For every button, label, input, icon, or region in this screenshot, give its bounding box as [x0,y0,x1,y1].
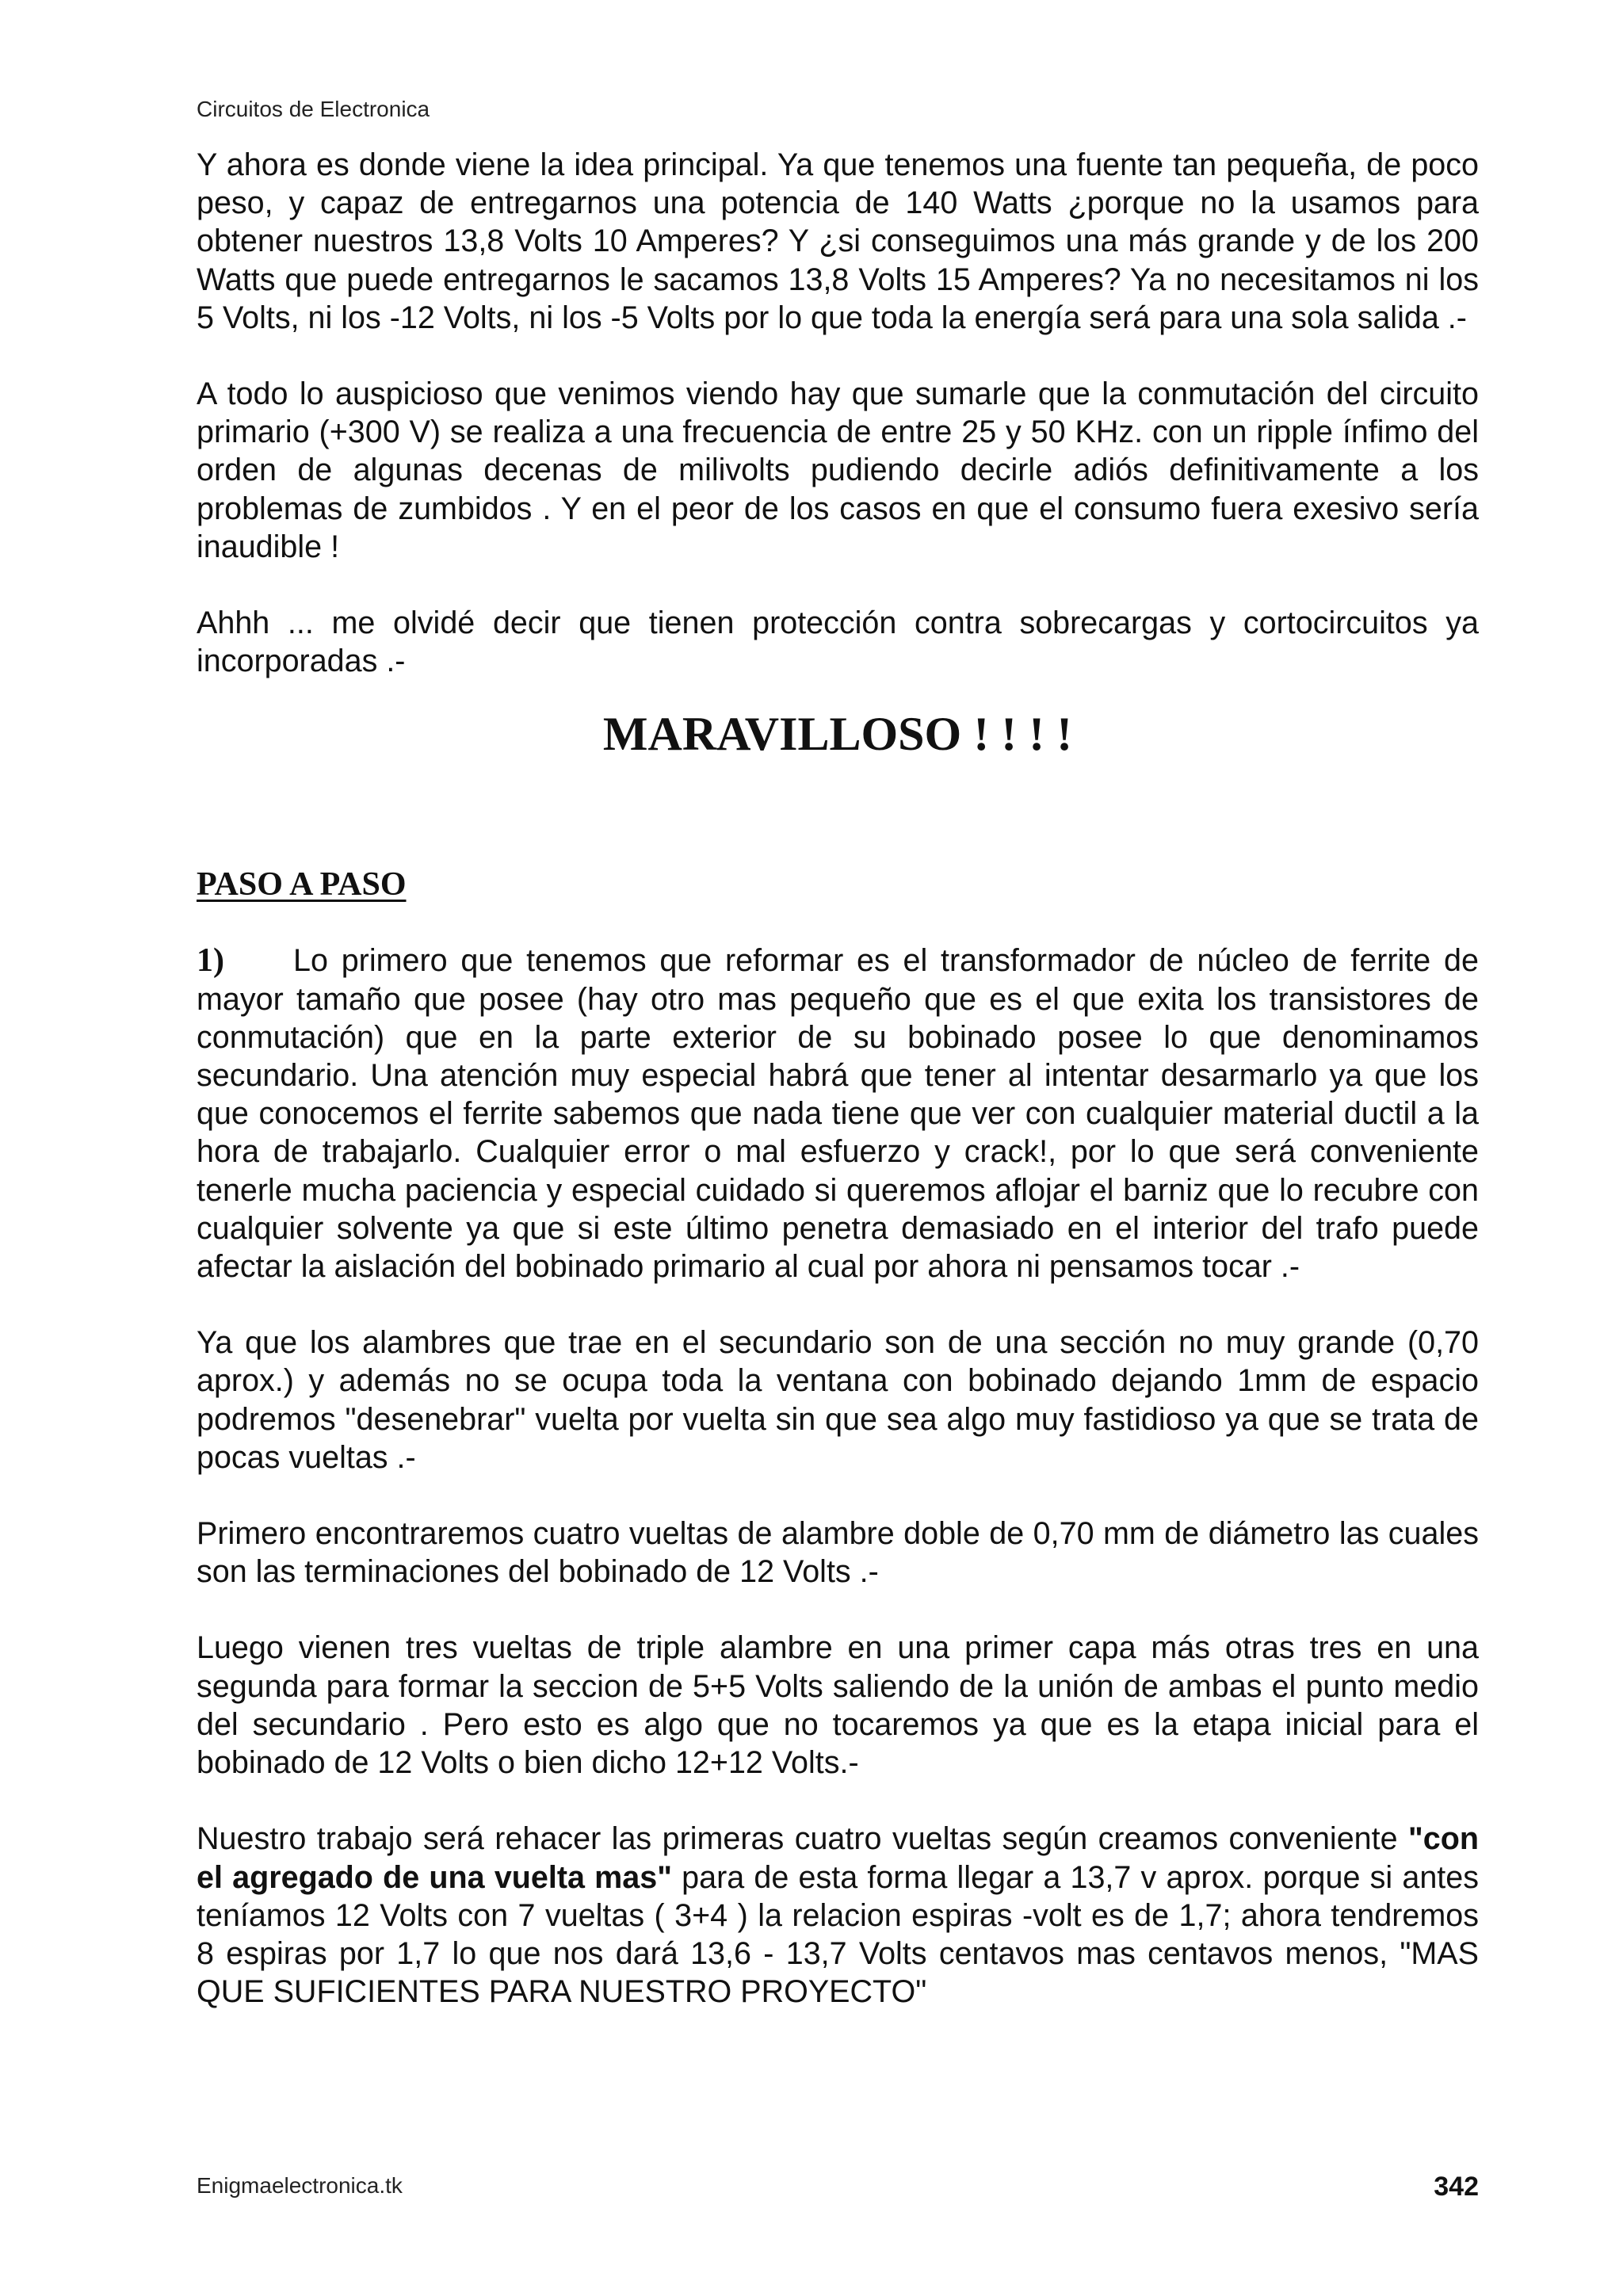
paragraph-proteccion: Ahhh ... me olvidé decir que tienen protección contra sobrecargas y cortocircuitos ya incorporadas .- [197,606,1479,679]
step-1-text: Lo primero que tenemos que reformar es el transformador de núcleo de ferrite de mayor tamaño que posee (hay otro mas pequeño que es el que exita los transistores de conmutación) que en la parte exterior de su bobinado posee lo que denominamos secundario. Una atención muy especial habrá que tener al intentar desarmarlo ya que los que conocemos el ferrite sabemos que nada tiene que ver con cualquier material ductil a la hora de trabajarlo. Cualquier error o mal esfuerzo y crack!, por lo que será conveniente tenerle mucha paciencia y especial cuidado si queremos aflojar el barniz que lo recubre con cualquier solvente ya que si este último penetra demasiado en el interior del trafo puede afectar la aislación del bobinado primario al cual por ahora ni pensamos tocar .- [197,943,1479,1285]
paragraph-cuatro-vueltas: Primero encontraremos cuatro vueltas de alambre doble de 0,70 mm de diámetro las cuales son las terminaciones del bobinado de 12 Volts .- [197,1516,1479,1590]
page-title: MARAVILLOSO ! ! ! ! [602,708,1073,761]
paragraph-step-1 [197,942,1479,1286]
paragraph-fuente-idea: Y ahora es donde viene la idea principal. Ya que tenemos una fuente tan pequeña, de poco peso, y capaz de entregarnos una potencia de 140 Watts ¿porque no la usamos para obtener nuestros 13,8 Volts 10 Amperes? Y ¿si conseguimos una más grande y de los 200 Watts que puede entregarnos le sacamos 13,8 Volts 15 Amperes? Ya no necesitamos ni los 5 Volts, ni los -12 Volts, ni los -5 Volts por lo que toda la energía será para una sola salida .- [197,147,1479,335]
page-number: 342 [1434,2172,1479,2202]
section-heading: PASO A PASO [197,866,407,904]
document-body [197,146,1479,2049]
paragraph-conmutacion: A todo lo auspicioso que venimos viendo hay que sumarle que la conmutación del circuito primario (+300 V) se realiza a una frecuencia de entre 25 y 50 KHz. con un ripple ínfimo del orden de algunas decenas de milivolts pudiendo decirle adiós definitivamente a los problemas de zumbidos . Y en el peor de los casos en que el consumo fuera exesivo sería inaudible ! [197,376,1479,564]
running-header: Circuitos de Electronica [197,97,430,121]
paragraph-tres-vueltas: Luego vienen tres vueltas de triple alambre en una primer capa más otras tres en una segunda para formar la seccion de 5+5 Volts saliendo de la unión de ambas el punto medio del secundario . Pero esto es algo que no tocaremos ya que es la etapa inicial para el bobinado de 12 Volts o bien dicho 12+12 Volts.- [197,1630,1479,1781]
step-number: 1) [197,942,224,980]
paragraph-alambres: Ya que los alambres que trae en el secundario son de una sección no muy grande (0,70 aprox.) y además no se ocupa toda la ventana con bobinado dejando 1mm de espacio podremos "desenebrar" vuelta por vuelta sin que sea algo muy fastidioso ya que se trata de pocas vueltas .- [197,1325,1479,1475]
paragraph-trabajo [197,1820,1479,2011]
footer-site: Enigmaelectronica.tk [197,2173,403,2198]
trabajo-text-end: para de esta forma llegar a 13,7 v aprox. porque si antes teníamos 12 Volts con 7 vueltas ( 3+4 ) la relacion espiras -volt es de 1,7; ahora tendremos 8 espiras por 1,7 lo que nos dará 13,6 - 13,7 Volts centavos mas centavos menos, "MAS QUE SUFICIENTES PARA NUESTRO PROYECTO" [197,1859,1479,2010]
trabajo-text-start: Nuestro trabajo será rehacer las primeras cuatro vueltas según creamos conveniente [197,1821,1409,1857]
trabajo-text-bold: "con el agregado de una vuelta mas" [197,1821,1479,1895]
